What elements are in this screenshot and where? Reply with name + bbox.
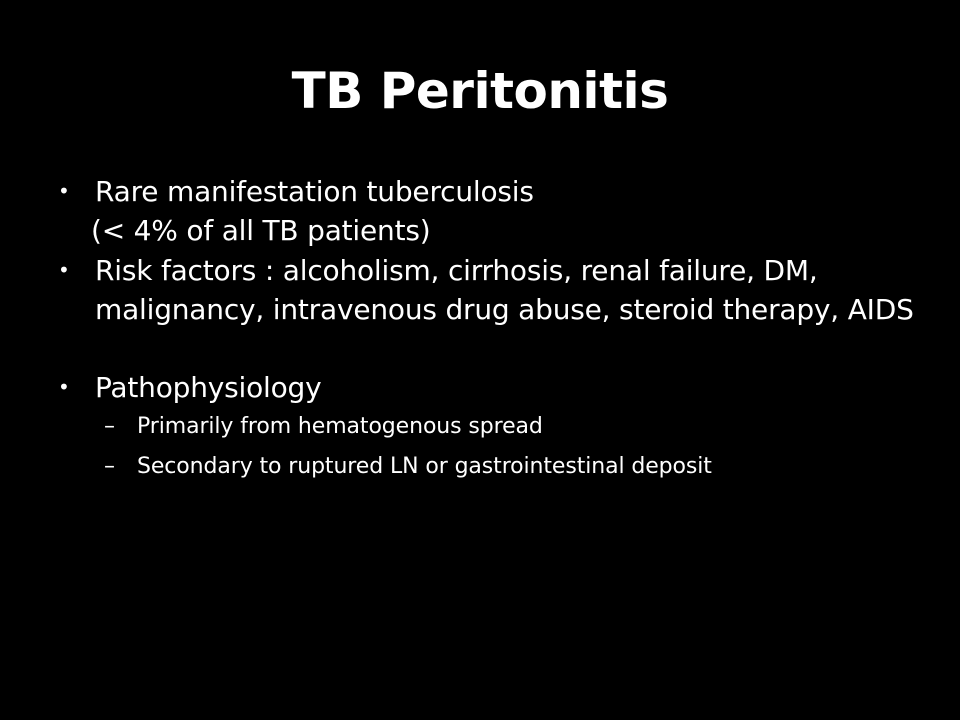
bullet-item-rare-manifestation — [58, 172, 918, 211]
bullet-icon: • — [58, 179, 70, 203]
bullet-continuation-text: (< 4% of all TB patients) — [91, 214, 431, 247]
bullet-text: Pathophysiology — [95, 371, 322, 404]
bullet-icon: • — [58, 375, 70, 399]
sub-bullet-text: Primarily from hematogenous spread — [137, 414, 543, 439]
sub-bullet-item-hematogenous — [58, 407, 918, 447]
bullet-item-pathophysiology — [58, 368, 918, 407]
bullet-text: Risk factors : alcoholism, cirrhosis, renal failure, DM, malignancy, intravenous drug abuse, steroid therapy, AIDS — [95, 254, 914, 326]
bullet-item-risk-factors — [58, 251, 918, 329]
bullet-icon: • — [58, 258, 70, 282]
bullet-text: Rare manifestation tuberculosis — [95, 175, 534, 208]
bullet-list — [58, 172, 918, 487]
dash-icon: – — [104, 414, 115, 439]
spacer — [58, 329, 918, 368]
dash-icon: – — [104, 454, 115, 479]
sub-bullet-list — [58, 407, 918, 487]
sub-bullet-item-secondary — [58, 447, 918, 487]
sub-bullet-text: Secondary to ruptured LN or gastrointestinal deposit — [137, 454, 712, 479]
slide-title: TB Peritonitis — [291, 62, 669, 120]
